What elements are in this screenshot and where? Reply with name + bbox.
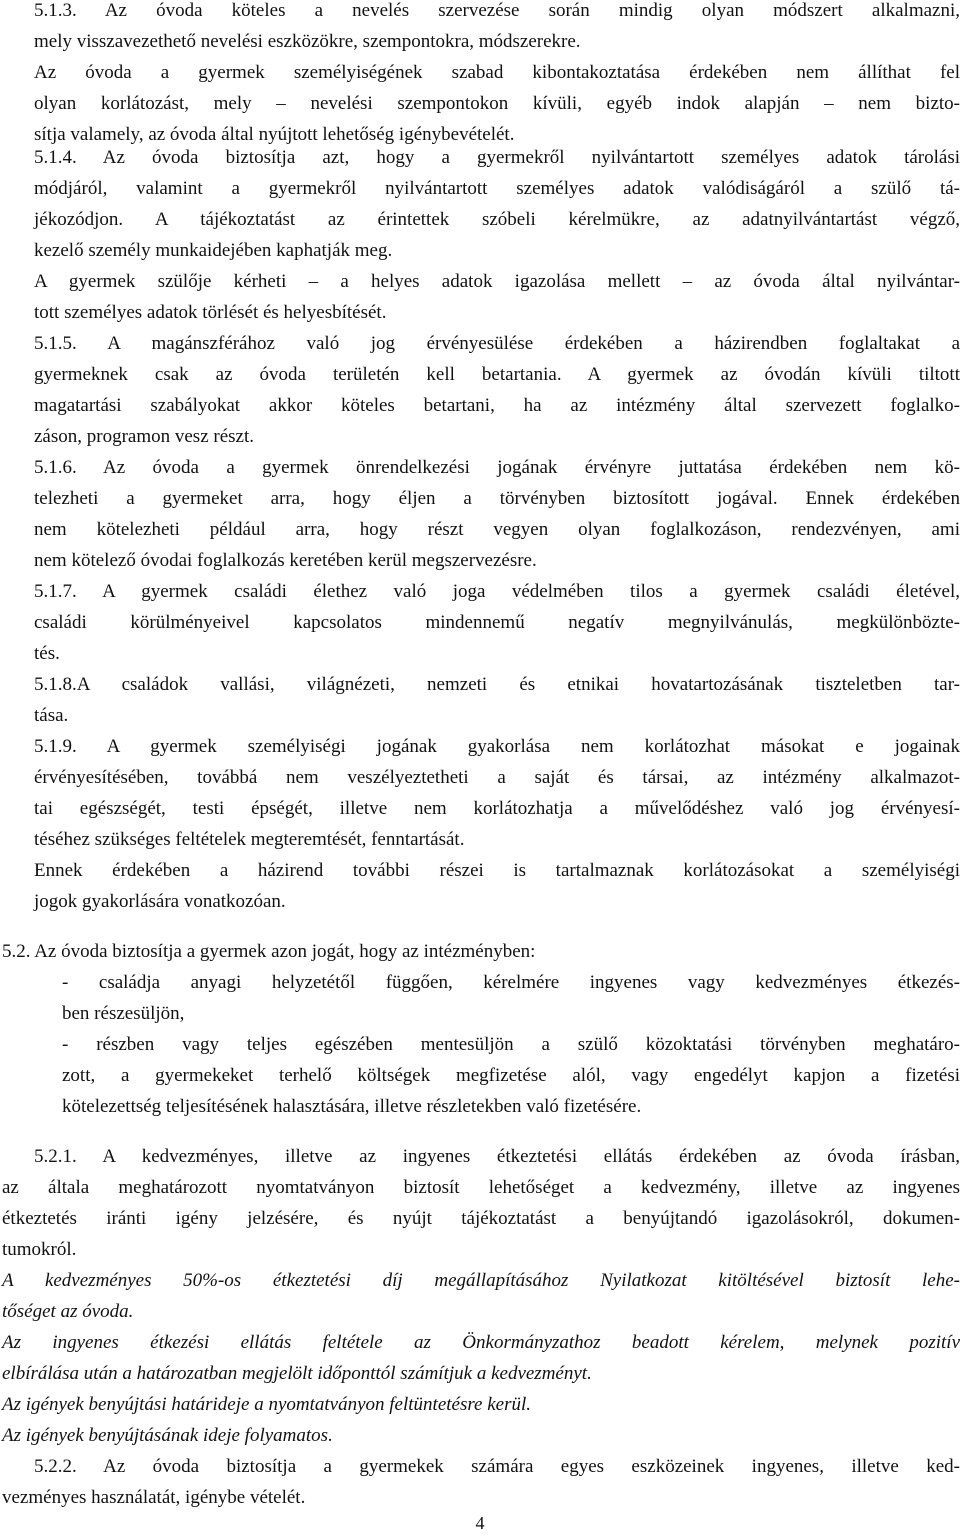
text-line: A gyermek szülője kérheti – a helyes adatok igazolása mellett – az óvoda által nyilvántar- — [34, 271, 960, 292]
text-line: - családja anyagi helyzetétől függően, kérelmére ingyenes vagy kedvezményes étkezés- — [62, 972, 960, 993]
text-line: 5.1.6. Az óvoda a gyermek önrendelkezési jogának érvényre juttatása érdekében nem kö- — [34, 457, 960, 478]
text-line: 5.1.3. Az óvoda köteles a nevelés szervezése során mindig olyan módszert alkalmazni, — [34, 0, 960, 21]
text-line: nem kötelező óvodai foglalkozás keretében kerül megszervezésre. — [34, 550, 537, 571]
text-line: 5.1.4. Az óvoda biztosítja azt, hogy a gyermekről nyilvántartott személyes adatok tárolási — [34, 147, 960, 168]
text-line: - részben vagy teljes egészében mentesüljön a szülő közoktatási törvényben meghatáro- — [62, 1034, 960, 1055]
text-line: 5.2. Az óvoda biztosítja a gyermek azon jogát, hogy az intézményben: — [2, 941, 536, 962]
text-line: módjáról, valamint a gyermekről nyilvántartott személyes adatok valódiságáról a szülő tá- — [34, 178, 960, 199]
text-line: Az igények benyújtásának ideje folyamatos. — [2, 1425, 333, 1446]
text-line: tés. — [34, 643, 60, 664]
text-line: étkeztetés iránti igény jelzésére, és nyújt tájékoztatást a benyújtandó igazolásokról, dokumen- — [2, 1208, 960, 1229]
text-line: 5.2.2. Az óvoda biztosítja a gyermekek számára egyes eszközeinek ingyenes, illetve ked- — [34, 1456, 960, 1477]
text-line: jogok gyakorlására vonatkozóan. — [34, 891, 286, 912]
text-line: családi körülményeivel kapcsolatos mindennemű negatív megnyilvánulás, megkülönbözte- — [34, 612, 960, 633]
text-line: magatartási szabályokat akkor köteles betartani, ha az intézmény által szervezett foglalko- — [34, 395, 960, 416]
text-line: az általa meghatározott nyomtatványon biztosít lehetőséget a kedvezmény, illetve az ingyenes — [2, 1177, 960, 1198]
text-line: tai egészségét, testi épségét, illetve nem korlátozhatja a művelődéshez való jog érvényesí- — [34, 798, 960, 819]
text-line: vezményes használatát, igénybe vételét. — [2, 1487, 306, 1508]
text-line: tőséget az óvoda. — [2, 1301, 134, 1322]
text-line: Az óvoda a gyermek személyiségének szabad kibontakoztatása érdekében nem állíthat fel — [34, 62, 960, 83]
text-line: A kedvezményes 50%-os étkeztetési díj megállapításához Nyilatkozat kitöltésével biztosít lehe- — [2, 1270, 960, 1291]
text-line: érvényesítésében, továbbá nem veszélyeztetheti a saját és társai, az intézmény alkalmazot- — [34, 767, 960, 788]
text-line: 5.1.8.A családok vallási, világnézeti, nemzeti és etnikai hovatartozásának tiszteletben tar- — [34, 674, 960, 695]
text-line: zott, a gyermekeket terhelő költségek megfizetése alól, vagy engedélyt kapjon a fizetési — [62, 1065, 960, 1086]
text-line: telezheti a gyermeket arra, hogy éljen a törvényben biztosított jogával. Ennek érdekében — [34, 488, 960, 509]
text-line: sítja valamely, az óvoda által nyújtott lehetőség igénybevételét. — [34, 124, 515, 145]
text-line: olyan korlátozást, mely – nevelési szempontokon kívüli, egyéb indok alapján – nem bizto- — [34, 93, 960, 114]
text-line: Az igények benyújtási határideje a nyomtatványon feltüntetésre kerül. — [2, 1394, 532, 1415]
page-number: 4 — [475, 1513, 485, 1533]
text-line: Az ingyenes étkezési ellátás feltétele az Önkormányzathoz beadott kérelem, melynek pozitív — [2, 1332, 960, 1353]
text-line: nem kötelezheti például arra, hogy részt vegyen olyan foglalkozáson, rendezvényen, ami — [34, 519, 960, 540]
text-line: kezelő személy munkaidejében kaphatják meg. — [34, 240, 393, 261]
text-line: ben részesüljön, — [62, 1003, 185, 1024]
text-line: gyermeknek csak az óvoda területén kell betartania. A gyermek az óvodán kívüli tiltott — [34, 364, 960, 385]
text-line: tása. — [34, 705, 69, 726]
text-line: kötelezettség teljesítésének halasztására, illetve részletekben való fizetésére. — [62, 1096, 642, 1117]
text-line: jékozódjon. A tájékoztatást az érintettek szóbeli kérelmükre, az adatnyilvántartást végző, — [34, 209, 960, 230]
text-line: mely visszavezethető nevelési eszközökre, szempontokra, módszerekre. — [34, 31, 581, 52]
text-line: 5.1.9. A gyermek személyiségi jogának gyakorlása nem korlátozhat másokat e jogainak — [34, 736, 960, 757]
text-line: tott személyes adatok törlését és helyesbítését. — [34, 302, 387, 323]
text-line: Ennek érdekében a házirend további részei is tartalmaznak korlátozásokat a személyiségi — [34, 860, 960, 881]
text-line: 5.1.7. A gyermek családi élethez való joga védelmében tilos a gyermek családi életével, — [34, 581, 960, 602]
text-line: 5.2.1. A kedvezményes, illetve az ingyenes étkeztetési ellátás érdekében az óvoda írásban, — [34, 1146, 960, 1167]
text-line: záson, programon vesz részt. — [34, 426, 255, 447]
text-line: 5.1.5. A magánszférához való jog érvényesülése érdekében a házirendben foglaltakat a — [34, 333, 960, 354]
text-line: tumokról. — [2, 1239, 77, 1260]
text-line: téséhez szükséges feltételek megteremtését, fenntartását. — [34, 829, 465, 850]
text-line: elbírálása után a határozatban megjelölt időponttól számítjuk a kedvezményt. — [2, 1363, 592, 1384]
